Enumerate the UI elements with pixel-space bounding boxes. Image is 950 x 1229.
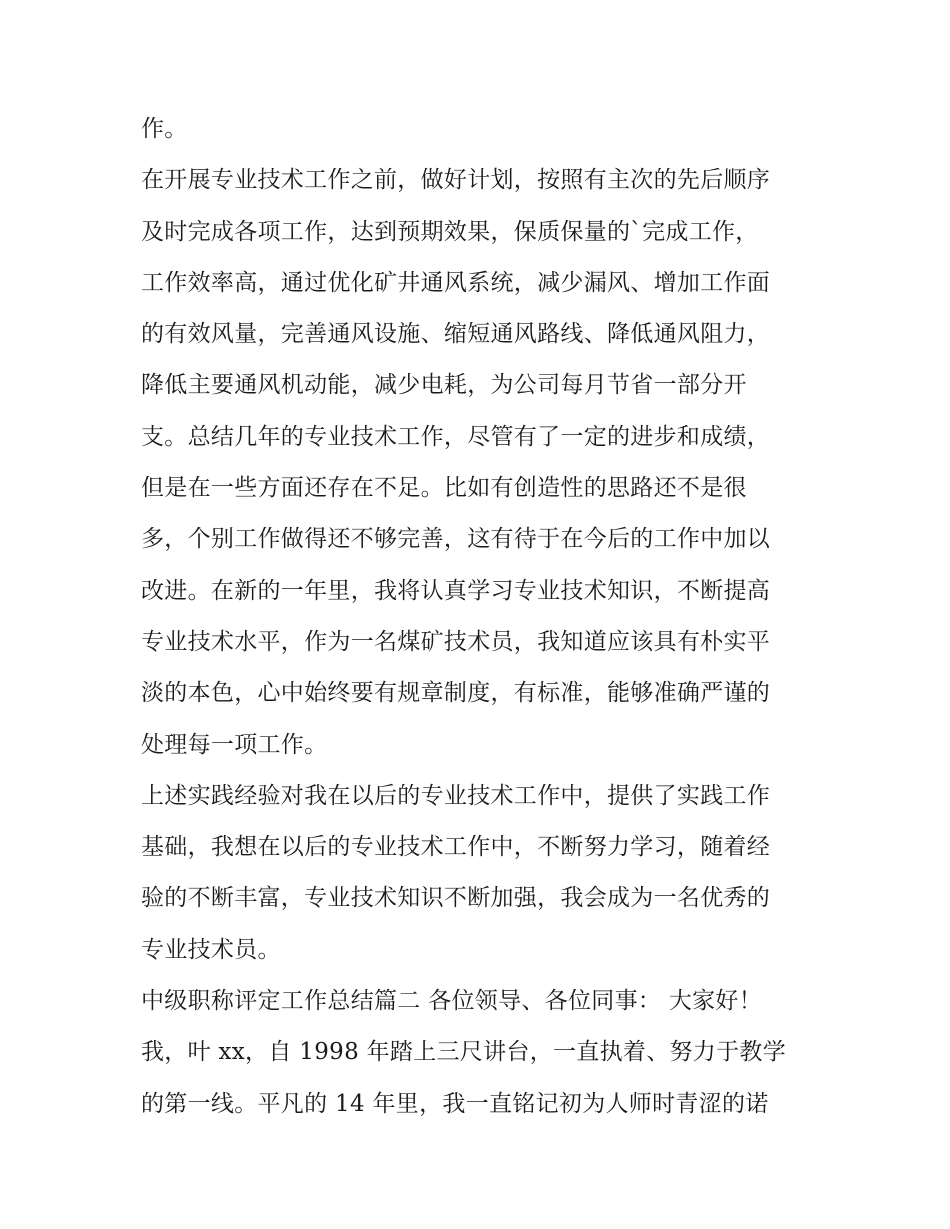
document-body	[141, 104, 821, 1130]
text-line: 改进。在新的一年里，我将认真学习专业技术知识，不断提高	[141, 577, 771, 604]
text-line: 验的不断丰富，专业技术知识不断加强，我会成为一名优秀的	[141, 885, 771, 912]
text-line: 专业技术水平，作为一名煤矿技术员，我知道应该具有朴实平	[141, 628, 771, 655]
text-line: 我，叶 xx，自 1998 年踏上三尺讲台，一直执着、努力于教学	[141, 1039, 787, 1066]
text-line: 工作效率高，通过优化矿井通风系统，减少漏风、增加工作面	[141, 269, 771, 296]
text-line: 处理每一项工作。	[141, 731, 328, 758]
text-line: 基础，我想在以后的专业技术工作中，不断努力学习，随着经	[141, 834, 771, 861]
text-line: 作。	[141, 116, 188, 142]
text-line: 支。总结几年的专业技术工作，尽管有了一定的进步和成绩，	[141, 423, 771, 450]
text-line: 降低主要通风机动能，减少电耗，为公司每月节省一部分开	[141, 372, 747, 399]
text-line: 在开展专业技术工作之前，做好计划，按照有主次的先后顺序	[141, 167, 771, 194]
text-line: 上述实践经验对我在以后的专业技术工作中，提供了实践工作	[141, 782, 771, 809]
text-line: 及时完成各项工作，达到预期效果，保质保量的`完成工作，	[141, 218, 759, 245]
text-line: 的有效风量，完善通风设施、缩短通风路线、降低通风阻力，	[141, 321, 771, 348]
text-line: 多，个别工作做得还不够完善，这有待于在今后的工作中加以	[141, 526, 771, 553]
text-line: 淡的本色，心中始终要有规章制度，有标准，能够准确严谨的	[141, 680, 771, 707]
text-line: 的第一线。平凡的 14 年里，我一直铭记初为人师时青涩的诺	[141, 1090, 769, 1117]
section-heading-line: 中级职称评定工作总结篇二 各位领导、各位同事： 大家好！	[141, 988, 763, 1015]
text-line: 但是在一些方面还存在不足。比如有创造性的思路还不是很	[141, 475, 747, 502]
text-line: 专业技术员。	[141, 936, 281, 963]
